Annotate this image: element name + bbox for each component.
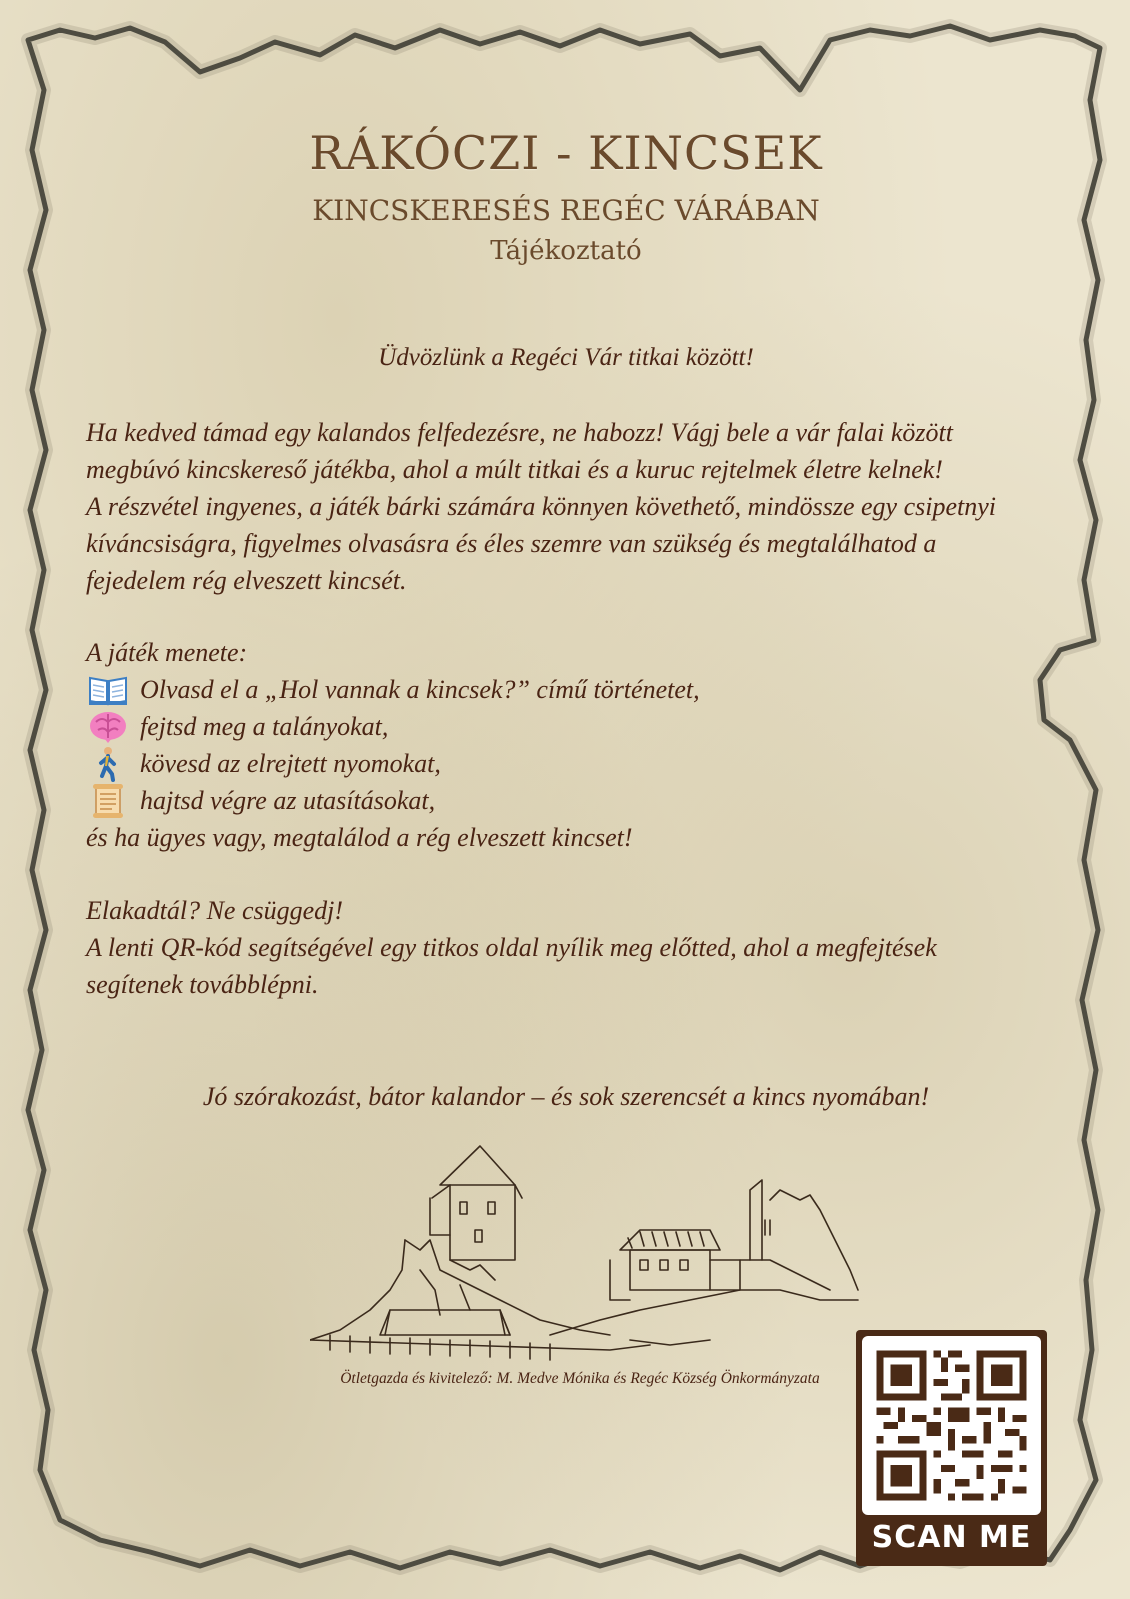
brain-icon xyxy=(86,710,130,744)
help-line: segítenek továbblépni. xyxy=(86,970,319,999)
open-book-icon xyxy=(86,673,130,707)
game-outro: és ha ügyes vagy, megtalálod a rég elveszett kincset! xyxy=(86,823,633,852)
intro-line: A részvétel ingyenes, a játék bárki számára könnyen követhető, mindössze egy csipetnyi xyxy=(86,492,996,521)
game-step xyxy=(86,782,1056,819)
welcome-heading: Üdvözlünk a Regéci Vár titkai között! xyxy=(378,344,754,371)
page-subtitle-info: Tájékoztató xyxy=(490,236,642,266)
page-subtitle: KINCSKERESÉS REGÉC VÁRÁBAN xyxy=(312,194,820,227)
game-step-text: Olvasd el a „Hol vannak a kincsek?” című történetet, xyxy=(140,675,700,704)
help-line: Elakadtál? Ne csüggedj! xyxy=(86,896,344,925)
scroll-icon xyxy=(86,784,130,818)
game-step xyxy=(86,708,1056,745)
game-step xyxy=(86,745,1056,782)
game-heading: A játék menete: xyxy=(86,638,248,667)
intro-line: fejedelem rég elveszett kincsét. xyxy=(86,566,407,595)
game-step-text: hajtsd végre az utasításokat, xyxy=(140,786,436,815)
castle-drawing xyxy=(310,1140,860,1380)
intro-paragraph xyxy=(86,414,1056,599)
qr-code-pattern xyxy=(862,1336,1041,1515)
scan-me-label: SCAN ME xyxy=(871,1520,1032,1555)
qr-code-card[interactable] xyxy=(856,1330,1047,1566)
help-section xyxy=(86,892,1056,1003)
credit-line: Ötletgazda és kivitelező: M. Medve Mónika és Regéc Község Önkormányzata xyxy=(340,1370,820,1387)
closing-line: Jó szórakozást, bátor kalandor – és sok szerencsét a kincs nyomában! xyxy=(202,1082,930,1111)
intro-line: megbúvó kincskereső játékba, ahol a múlt titkai és a kuruc rejtelmek életre kelnek! xyxy=(86,455,943,484)
page-title: RÁKÓCZI - KINCSEK xyxy=(309,126,823,180)
game-step xyxy=(86,671,1056,708)
game-steps-section xyxy=(86,634,1056,856)
qr-code[interactable] xyxy=(862,1336,1041,1515)
game-step-text: fejtsd meg a talányokat, xyxy=(140,712,389,741)
intro-line: kíváncsiságra, figyelmes olvasásra és éles szemre van szükség és megtalálhatod a xyxy=(86,529,937,558)
intro-line: Ha kedved támad egy kalandos felfedezésre, ne habozz! Vágj bele a vár falai között xyxy=(86,418,953,447)
game-step-text: kövesd az elrejtett nyomokat, xyxy=(140,749,441,778)
help-line: A lenti QR-kód segítségével egy titkos oldal nyílik meg előtted, ahol a megfejtések xyxy=(86,933,937,962)
walking-person-icon xyxy=(86,747,130,781)
